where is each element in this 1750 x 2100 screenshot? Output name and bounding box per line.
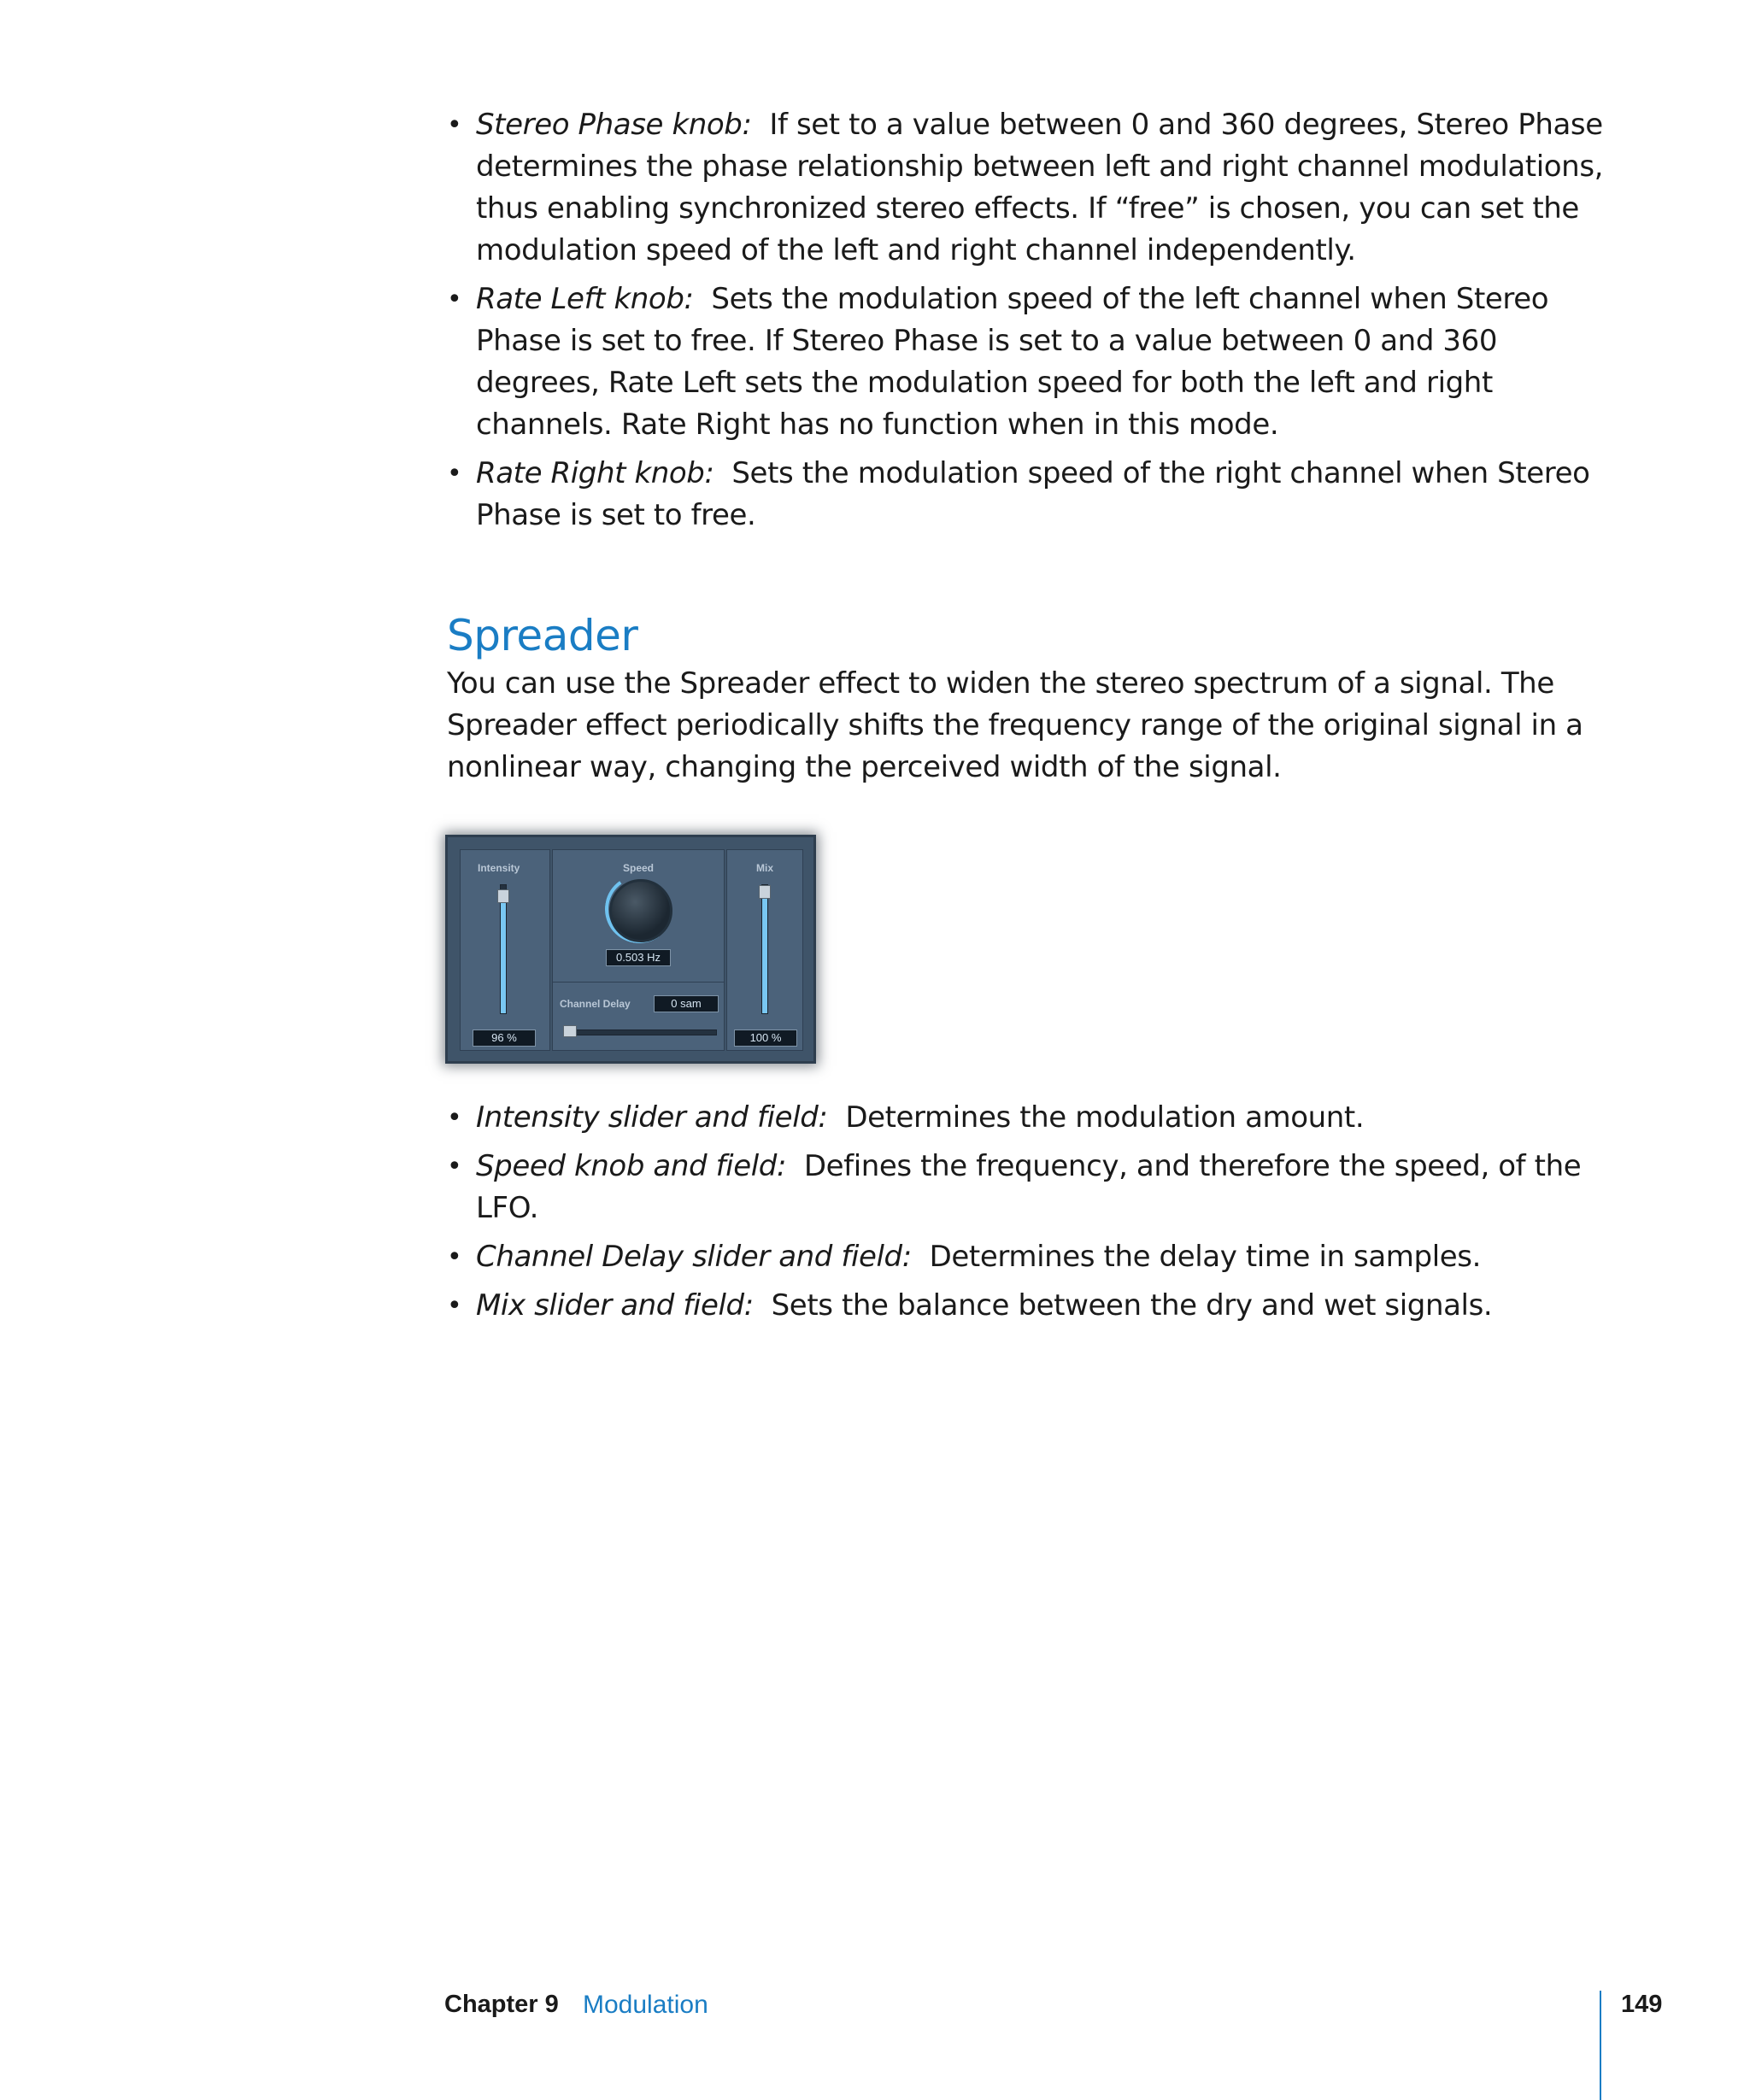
top-bullet-list	[447, 104, 1619, 543]
bullet-term: Rate Left knob:	[476, 282, 694, 316]
bullet-text: Sets the modulation speed of the left channel when Stereo Phase is set to free. If Stereo Phase is set to a value between 0 and 360 degrees, Rate Left sets the modulation speed for both the left and right channels. Rate Right has no function when in this mode.	[476, 282, 1549, 442]
speed-section	[552, 849, 725, 1051]
footer-chapter-title: Modulation	[583, 1991, 708, 2019]
mix-slider-fill	[762, 885, 767, 1013]
mix-section	[726, 849, 803, 1051]
bullet-text: Defines the frequency, and therefore the speed, of the LFO.	[476, 1149, 1582, 1225]
intensity-label: Intensity	[478, 862, 520, 874]
bullet-mix	[447, 1285, 1619, 1327]
mix-slider[interactable]	[761, 884, 768, 1014]
bullet-stereo-phase	[447, 104, 1619, 272]
bullet-rate-left	[447, 279, 1619, 446]
bullet-term: Rate Right knob:	[476, 456, 714, 490]
bullet-term: Stereo Phase knob:	[476, 108, 752, 142]
bullet-term: Channel Delay slider and field:	[476, 1240, 912, 1274]
intensity-slider-thumb[interactable]	[497, 889, 509, 903]
page-number: 149	[1621, 1991, 1663, 2018]
channel-delay-label: Channel Delay	[560, 998, 631, 1010]
bullet-dot-icon: •	[447, 1103, 462, 1133]
speed-knob[interactable]	[609, 879, 672, 942]
spreader-plugin-panel	[448, 837, 813, 1061]
intensity-field[interactable]: 96 %	[473, 1029, 536, 1047]
mix-field[interactable]: 100 %	[734, 1029, 797, 1047]
bullet-dot-icon: •	[447, 284, 462, 314]
bullet-channel-delay	[447, 1236, 1619, 1278]
bullet-term: Intensity slider and field:	[476, 1100, 828, 1135]
footer-chapter: Chapter 9	[444, 1991, 559, 2018]
bullet-dot-icon: •	[447, 459, 462, 489]
mix-label: Mix	[756, 862, 774, 874]
intensity-slider-fill	[501, 890, 506, 1013]
bullet-text: If set to a value between 0 and 360 degrees, Stereo Phase determines the phase relationship between left and right channel modulations, thus enabling synchronized stereo effects. If “free” is chosen, you can set the modulation speed of the left and right channel independently.	[476, 108, 1604, 267]
bullet-text: Determines the modulation amount.	[845, 1100, 1365, 1135]
bottom-bullet-list	[447, 1097, 1619, 1334]
intensity-section	[460, 849, 550, 1051]
bullet-speed	[447, 1146, 1619, 1229]
channel-delay-field[interactable]: 0 sam	[654, 995, 719, 1012]
bullet-term: Speed knob and field:	[476, 1149, 787, 1183]
speed-field[interactable]: 0.503 Hz	[606, 949, 671, 966]
mix-slider-thumb[interactable]	[759, 885, 771, 899]
bullet-dot-icon: •	[447, 1291, 462, 1321]
section-divider	[553, 982, 724, 983]
bullet-dot-icon: •	[447, 1242, 462, 1272]
bullet-intensity	[447, 1097, 1619, 1139]
footer-divider	[1600, 1991, 1601, 2100]
section-paragraph: You can use the Spreader effect to widen the stereo spectrum of a signal. The Spreader effect periodically shifts the frequency range of the original signal in a nonlinear way, changing the perceived width of the signal.	[447, 666, 1583, 784]
bullet-term: Mix slider and field:	[476, 1288, 754, 1323]
channel-delay-slider[interactable]	[563, 1029, 717, 1035]
bullet-text: Sets the balance between the dry and wet signals.	[771, 1288, 1493, 1323]
section-heading: Spreader	[447, 611, 638, 660]
speed-label: Speed	[623, 862, 655, 874]
channel-delay-slider-thumb[interactable]	[563, 1025, 577, 1037]
bullet-dot-icon: •	[447, 110, 462, 140]
bullet-dot-icon: •	[447, 1152, 462, 1182]
bullet-text: Determines the delay time in samples.	[929, 1240, 1481, 1274]
bullet-rate-right	[447, 453, 1619, 537]
bullet-text: Sets the modulation speed of the right channel when Stereo Phase is set to free.	[476, 456, 1590, 532]
intensity-slider[interactable]	[500, 884, 507, 1014]
